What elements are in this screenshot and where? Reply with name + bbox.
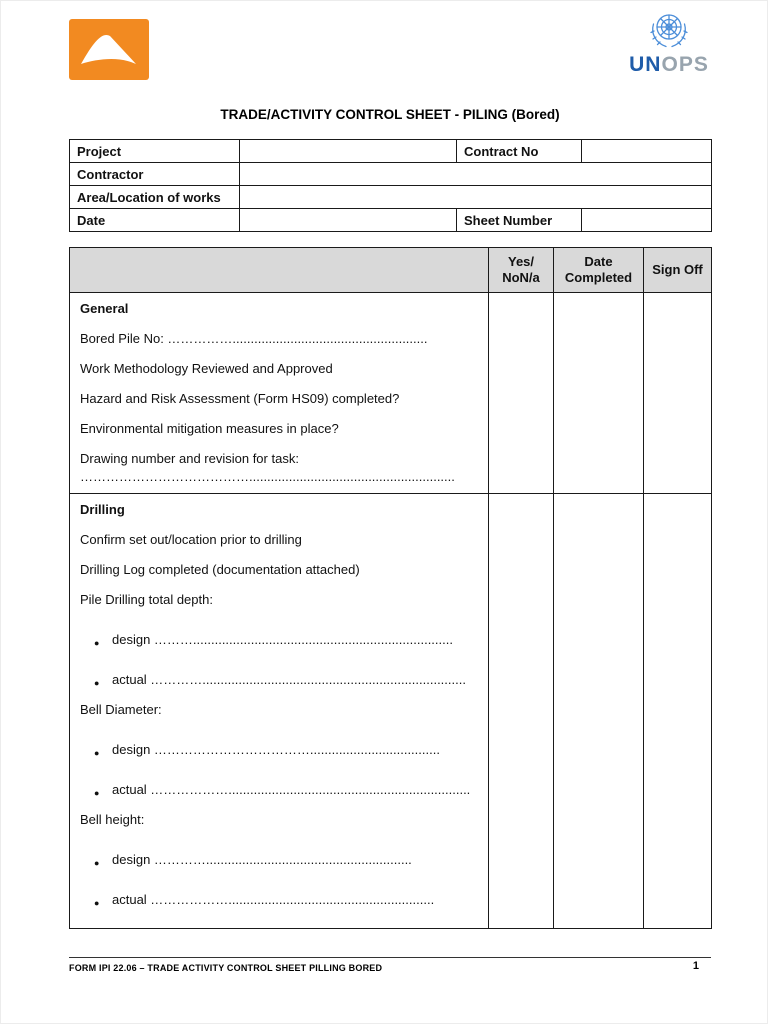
contractor-value-cell xyxy=(240,163,712,186)
date-completed-cell xyxy=(554,494,644,929)
info-row-area xyxy=(70,186,712,209)
contract-no-value-cell xyxy=(582,140,712,163)
page-title: TRADE/ACTIVITY CONTROL SHEET - PILING (Bored) xyxy=(220,107,560,122)
info-row-date xyxy=(70,209,712,232)
date-value-cell xyxy=(240,209,457,232)
checklist-bullet-item: ● design ………........................................................................ xyxy=(80,632,478,648)
yes-no-header-line2: NoN/a xyxy=(502,270,540,285)
info-row-project xyxy=(70,140,712,163)
area-label: Area/Location of works xyxy=(70,186,240,209)
un-emblem-icon xyxy=(646,11,692,53)
checklist-item: Bell Diameter: xyxy=(80,702,162,717)
sheet-number-value-cell xyxy=(582,209,712,232)
date-header-line1: Date xyxy=(584,254,613,269)
info-table xyxy=(69,139,712,232)
section-drilling-description xyxy=(70,494,489,929)
section-row-drilling xyxy=(70,494,712,929)
yes-no-na-header xyxy=(489,248,554,293)
sheet-number-label: Sheet Number xyxy=(457,209,582,232)
checklist-item-dotted-line: …………………………………......................................................... xyxy=(80,469,455,484)
form-reference: FORM IPI 22.06 – TRADE ACTIVITY CONTROL SHEET PILLING BORED xyxy=(69,963,383,973)
date-header-line2: Completed xyxy=(564,270,633,285)
checklist-item: Hazard and Risk Assessment (Form HS09) completed? xyxy=(80,391,400,406)
checklist-item: Bored Pile No: ……………...................................................... xyxy=(80,331,428,346)
sign-off-cell xyxy=(644,494,712,929)
unops-un-text: UN xyxy=(629,53,662,76)
sign-off-cell xyxy=(644,293,712,494)
checklist-bullet-item: ● actual …………......................................................................... xyxy=(80,672,478,688)
footer xyxy=(69,957,711,973)
checklist-item: Confirm set out/location prior to drilling xyxy=(80,532,302,547)
section-row-general xyxy=(70,293,712,494)
checklist-table xyxy=(69,247,712,929)
contractor-label: Contractor xyxy=(70,163,240,186)
area-value-cell xyxy=(240,186,712,209)
checklist-bullet-item: ● design ……………………………….................................... xyxy=(80,742,478,758)
company-logo xyxy=(69,19,149,80)
project-value-cell xyxy=(240,140,457,163)
yes-no-cell xyxy=(489,293,554,494)
date-completed-cell xyxy=(554,293,644,494)
checklist-item: Work Methodology Reviewed and Approved xyxy=(80,361,333,376)
section-heading: Drilling xyxy=(80,502,125,517)
unops-wordmark xyxy=(629,55,709,75)
description-header-cell xyxy=(70,248,489,293)
yes-no-cell xyxy=(489,494,554,929)
checklist-item: Bell height: xyxy=(80,812,145,827)
checklist-item: Pile Drilling total depth: xyxy=(80,592,213,607)
page-number: 1 xyxy=(692,960,699,972)
sign-off-header: Sign Off xyxy=(644,248,712,293)
checklist-bullet-item: ● actual ………………......................................................... xyxy=(80,892,478,908)
tent-logo-icon xyxy=(69,19,149,80)
unops-logo xyxy=(629,11,709,75)
contract-no-label: Contract No xyxy=(457,140,582,163)
footer-row xyxy=(69,958,711,973)
checklist-item: Drilling Log completed (documentation attached) xyxy=(80,562,360,577)
checklist-bullet-item: ● design …………......................................................... xyxy=(80,852,478,868)
unops-ops-text: OPS xyxy=(661,53,709,76)
section-heading: General xyxy=(80,301,129,316)
date-completed-header xyxy=(554,248,644,293)
checklist-item: Drawing number and revision for task: xyxy=(80,451,299,466)
checklist-item: Environmental mitigation measures in place? xyxy=(80,421,339,436)
yes-no-header-line1: Yes/ xyxy=(507,254,535,269)
checklist-header-row xyxy=(70,248,712,293)
section-general-description xyxy=(70,293,489,494)
info-row-contractor xyxy=(70,163,712,186)
project-label: Project xyxy=(70,140,240,163)
date-label: Date xyxy=(70,209,240,232)
checklist-bullet-item: ● actual ………………................................................................... xyxy=(80,782,478,798)
